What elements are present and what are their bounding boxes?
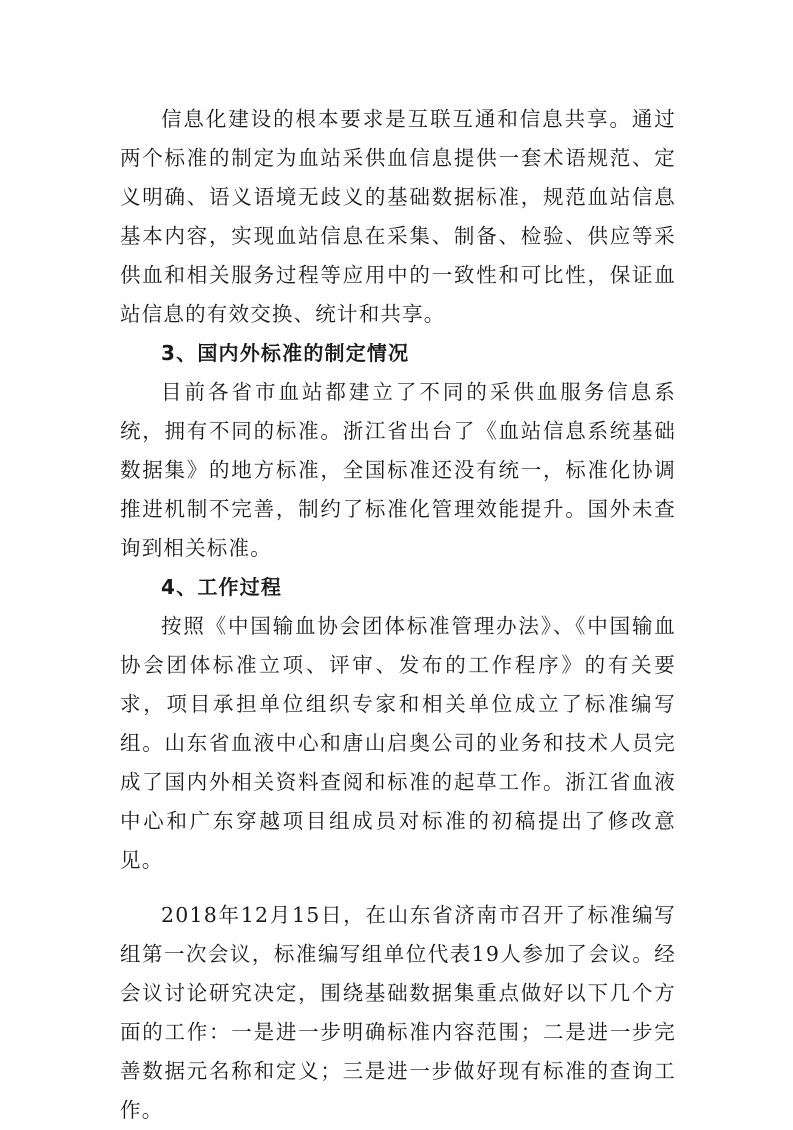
section-heading-domestic-foreign-standards: 3、国内外标准的制定情况 xyxy=(161,341,410,365)
paragraph-informatization-requirements: 信息化建设的根本要求是互联互通和信息共享。通过两个标准的制定为血站采供血信息提供一套术语规范、定义明确、语义语境无歧义的基础数据标准，规范血站信息基本内容，实现血站信息在采集、制备、检验、供应等采供血和相关服务过程等应用中的一致性和可比性，保证血站信息的有效交换、统计和共享。 xyxy=(120,107,676,326)
paragraph-first-meeting: 2018年12月15日，在山东省济南市召开了标准编写组第一次会议，标准编写组单位代表19人参加了会议。经会议讨论研究决定，围绕基础数据集重点做好以下几个方面的工作：一是进一步明确标准内容范围；二是进一步完善数据元名称和定义；三是进一步做好现有标准的查询工作。 xyxy=(120,903,676,1122)
paragraph-current-status: 目前各省市血站都建立了不同的采供血服务信息系统，拥有不同的标准。浙江省出台了《血站信息系统基础数据集》的地方标准，全国标准还没有统一，标准化协调推进机制不完善，制约了标准化管理效能提升。国外未查询到相关标准。 xyxy=(120,380,676,560)
paragraph-work-process: 按照《中国输血协会团体标准管理办法》、《中国输血协会团体标准立项、评审、发布的工作程序》的有关要求，项目承担单位组织专家和相关单位成立了标准编写组。山东省血液中心和唐山启奥公司的业务和技术人员完成了国内外相关资料查阅和标准的起草工作。浙江省血液中心和广东穿越项目组成员对标准的初稿提出了修改意见。 xyxy=(120,614,676,872)
document-body xyxy=(120,100,676,1130)
section-heading-work-process: 4、工作过程 xyxy=(161,575,283,599)
